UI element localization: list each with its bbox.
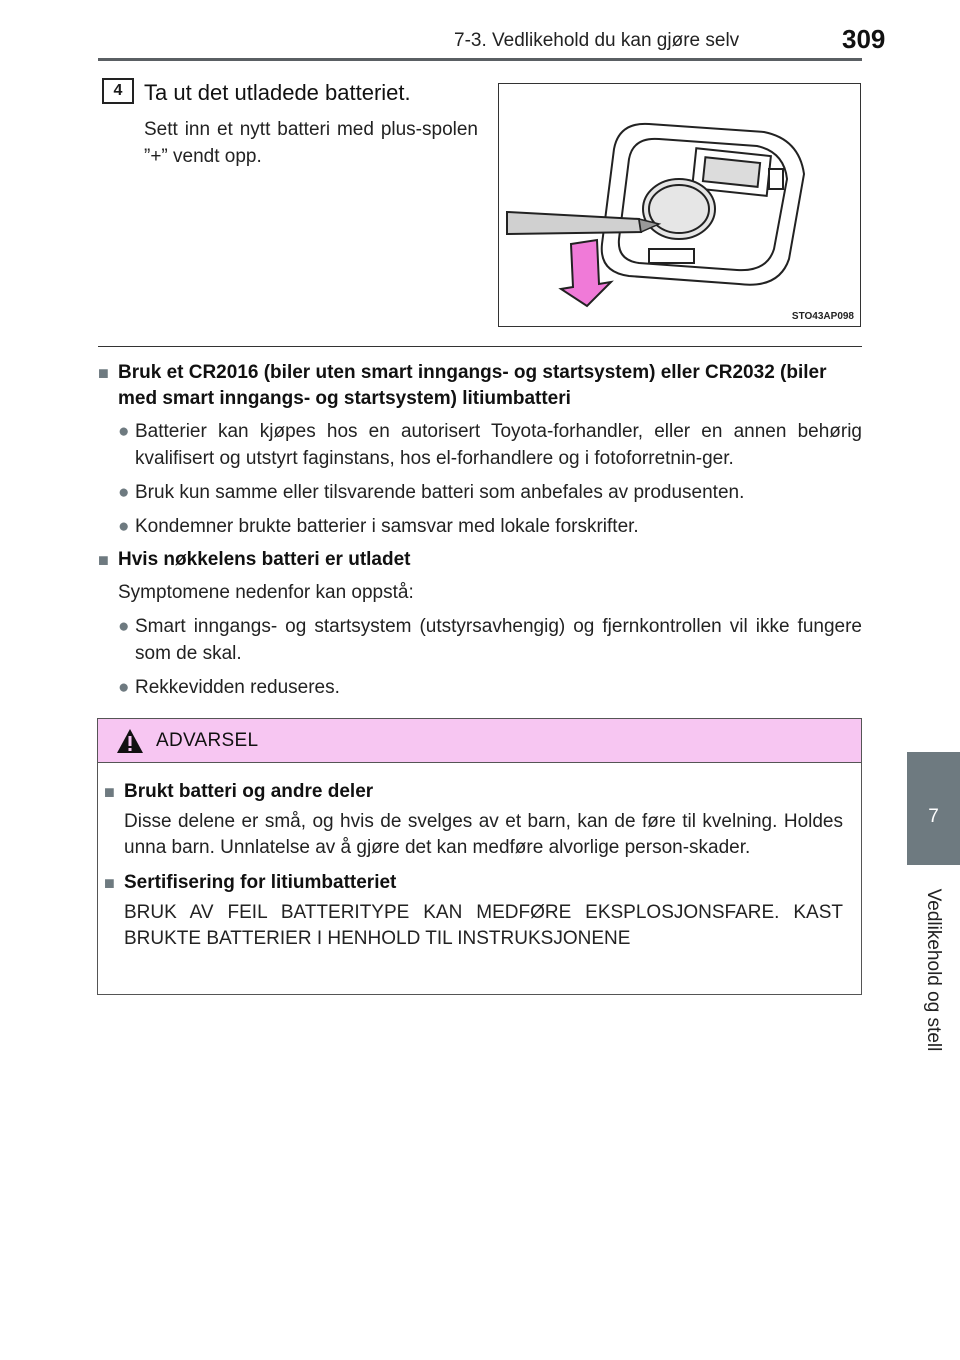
chapter-tab[interactable] (907, 752, 960, 865)
section-intro: Symptomene nedenfor kan oppstå: (118, 582, 414, 603)
page-number: 309 (842, 24, 886, 54)
list-item: ● Bruk kun samme eller tilsvarende batteri som anbefales av produsenten. (118, 479, 862, 506)
figure-code: STO43AP098 (791, 311, 854, 322)
chapter-label: Vedlikehold og stell (923, 888, 944, 1052)
section-heading: ■ Bruk et CR2016 (biler uten smart inngangs- og startsystem) eller CR2032 (biler med smart inngangs- og startsystem) litiumbatteri (98, 360, 862, 412)
section-divider (98, 346, 862, 347)
warning-item-heading: ■ Sertifisering for litiumbatteriet (104, 870, 843, 896)
key-fob-battery-illustration (499, 84, 861, 327)
circle-bullet-icon: ● (118, 616, 130, 637)
square-bullet-icon: ■ (98, 363, 109, 383)
list-item: ● Rekkevidden reduseres. (118, 674, 862, 701)
list-item: ● Batterier kan kjøpes hos en autorisert Toyota-forhandler, eller en annen behørig kvalifisert og utstyrt faginstans, hos el-forhandlere og i fotoforretnin-ger. (118, 418, 862, 472)
square-bullet-icon: ■ (104, 873, 115, 893)
circle-bullet-icon: ● (118, 677, 130, 698)
list-item: ● Smart inngangs- og startsystem (utstyrsavhengig) og fjernkontrollen vil ikke fungere som de skal. (118, 613, 862, 667)
chapter-number: 7 (928, 806, 939, 827)
header-rule (98, 58, 862, 61)
warning-header (98, 719, 861, 763)
list-item: ● Kondemner brukte batterier i samsvar med lokale forskrifter. (118, 513, 862, 540)
warning-item-text: Disse delene er små, og hvis de svelges av et barn, kan de føre til kvelning. Holdes unna barn. Unnlatelse av å gjøre det kan medføre alvorlige person-skader. (124, 811, 843, 858)
square-bullet-icon: ■ (98, 550, 109, 570)
warning-title: ADVARSEL (156, 729, 259, 751)
battery-replacement-figure (498, 83, 861, 327)
circle-bullet-icon: ● (118, 516, 130, 537)
square-bullet-icon: ■ (104, 782, 115, 802)
warning-box (97, 718, 862, 995)
warning-triangle-icon (116, 728, 144, 754)
step-text: Sett inn et nytt batteri med plus-spolen ”+” vendt opp. (144, 119, 478, 167)
warning-item-heading: ■ Brukt batteri og andre deler (104, 779, 843, 805)
section-heading: ■ Hvis nøkkelens batteri er utladet (98, 547, 862, 573)
warning-item-text: BRUK AV FEIL BATTERITYPE KAN MEDFØRE EKSPLOSJONSFARE. KAST BRUKTE BATTERIER I HENHOLD TIL INSTRUKSJONENE (124, 902, 843, 949)
info-sections (98, 360, 862, 708)
running-header: 7-3. Vedlikehold du kan gjøre selv (454, 30, 740, 51)
step-title: Ta ut det utladede batteriet. (144, 80, 411, 105)
circle-bullet-icon: ● (118, 421, 130, 442)
step-number-badge: 4 (102, 78, 134, 104)
warning-body (98, 763, 861, 952)
circle-bullet-icon: ● (118, 482, 130, 503)
